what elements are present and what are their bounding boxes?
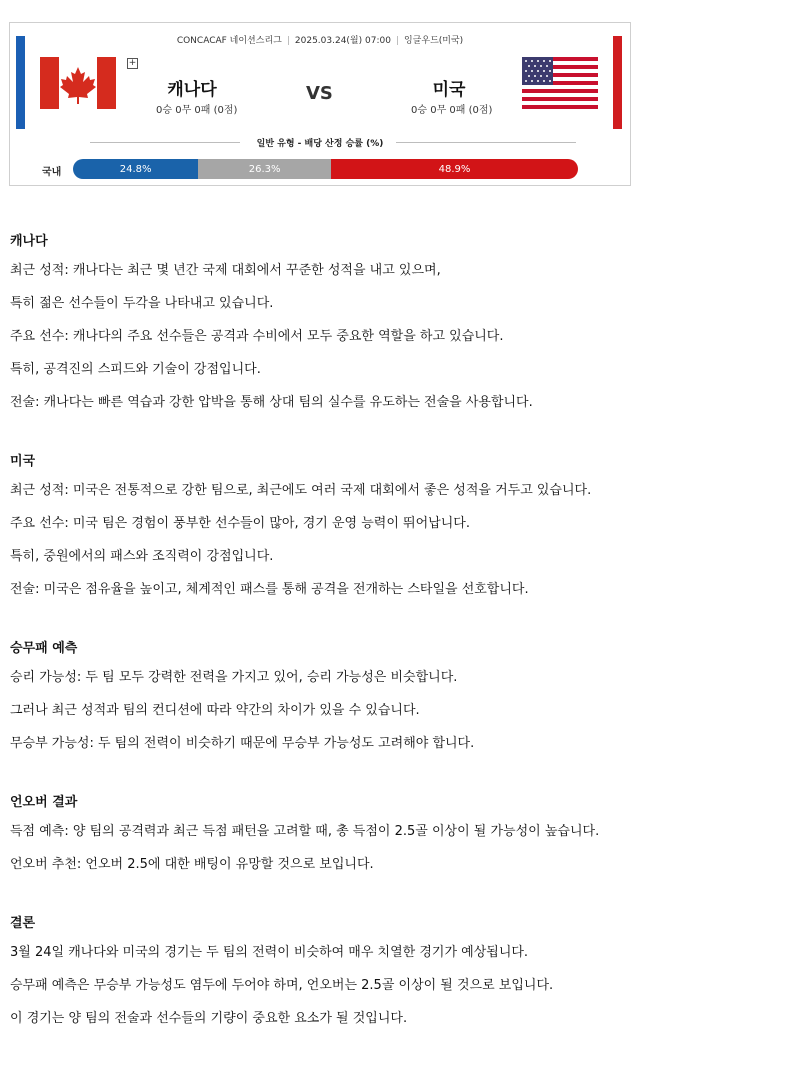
match-info: CONCACAF 네이션스리그 | 2025.03.24(월) 07:00 | 잉글우드(미국)	[176, 36, 464, 46]
paragraph-line: 특히, 공격진의 스피드와 기술이 강점입니다.	[10, 362, 261, 377]
paragraph-line: 언오버 추천: 언오버 2.5에 대한 배팅이 유망할 것으로 보입니다.	[10, 857, 374, 872]
paragraph-line: 전술: 미국은 점유율을 높이고, 체계적인 패스를 통해 공격을 전개하는 스타일을 선호합니다.	[10, 582, 529, 597]
paragraph-line: 특히, 중원에서의 패스와 조직력이 강점입니다.	[10, 549, 274, 564]
usa-flag-icon	[522, 57, 598, 109]
league-name: CONCACAF 네이션스리그	[176, 36, 282, 46]
match-datetime: 2025.03.24(월) 07:00	[294, 36, 391, 46]
paragraph-line: 승리 가능성: 두 팀 모두 강력한 전력을 가지고 있어, 승리 가능성은 비슷합니다.	[10, 670, 458, 685]
away-color-bar	[613, 36, 622, 129]
home-team-record: 0승 0무 0패 (0점)	[156, 105, 238, 116]
section-heading-conclusion: 결론	[10, 916, 36, 931]
paragraph-line: 득점 예측: 양 팀의 공격력과 최근 득점 패턴을 고려할 때, 총 득점이 2.5골 이상이 될 가능성이 높습니다.	[10, 824, 600, 839]
odds-title: 일반 유형 - 배당 산정 승률 (%)	[256, 139, 384, 149]
paragraph-line: 최근 성적: 캐나다는 최근 몇 년간 국제 대회에서 꾸준한 성적을 내고 있으며,	[10, 263, 441, 278]
section-heading-canada: 캐나다	[10, 234, 48, 249]
section-heading-overunder: 언오버 결과	[10, 795, 78, 810]
paragraph-line: 3월 24일 캐나다와 미국의 경기는 두 팀의 전력이 비슷하여 매우 치열한 경기가 예상됩니다.	[10, 945, 529, 960]
vs-label: VS	[306, 83, 333, 104]
draw-segment: 26.3%	[198, 159, 331, 179]
match-venue: 잉글우드(미국)	[403, 36, 464, 46]
paragraph-line: 이 경기는 양 팀의 전술과 선수들의 기량이 중요한 요소가 될 것입니다.	[10, 1011, 408, 1026]
match-card	[9, 22, 631, 186]
section-heading-usa: 미국	[10, 454, 36, 469]
paragraph-line: 전술: 캐나다는 빠른 역습과 강한 압박을 통해 상대 팀의 실수를 유도하는 전술을 사용합니다.	[10, 395, 533, 410]
home-win-segment: 24.8%	[73, 159, 198, 179]
away-win-segment: 48.9%	[331, 159, 578, 179]
paragraph-line: 주요 선수: 캐나다의 주요 선수들은 공격과 수비에서 모두 중요한 역할을 하고 있습니다.	[10, 329, 504, 344]
paragraph-line: 특히 젊은 선수들이 두각을 나타내고 있습니다.	[10, 296, 274, 311]
away-team-name: 미국	[432, 80, 466, 100]
article	[10, 230, 710, 1035]
odds-row-label: 국내	[42, 167, 62, 178]
home-team-name: 캐나다	[167, 80, 217, 100]
paragraph-line: 승무패 예측은 무승부 가능성도 염두에 두어야 하며, 언오버는 2.5골 이상이 될 것으로 보입니다.	[10, 978, 554, 993]
home-color-bar	[16, 36, 25, 129]
away-team-record: 0승 0무 0패 (0점)	[411, 105, 493, 116]
paragraph-line: 무승부 가능성: 두 팀의 전력이 비슷하기 때문에 무승부 가능성도 고려해야 합니다.	[10, 736, 475, 751]
expand-icon[interactable]: +	[128, 58, 137, 68]
canada-flag-icon	[40, 57, 116, 109]
paragraph-line: 그러나 최근 성적과 팀의 컨디션에 따라 약간의 차이가 있을 수 있습니다.	[10, 703, 420, 718]
section-heading-prediction: 승무패 예측	[10, 641, 78, 656]
paragraph-line: 주요 선수: 미국 팀은 경험이 풍부한 선수들이 많아, 경기 운영 능력이 뛰어납니다.	[10, 516, 470, 531]
odds-bar	[73, 159, 578, 179]
paragraph-line: 최근 성적: 미국은 전통적으로 강한 팀으로, 최근에도 여러 국제 대회에서 좋은 성적을 거두고 있습니다.	[10, 483, 592, 498]
